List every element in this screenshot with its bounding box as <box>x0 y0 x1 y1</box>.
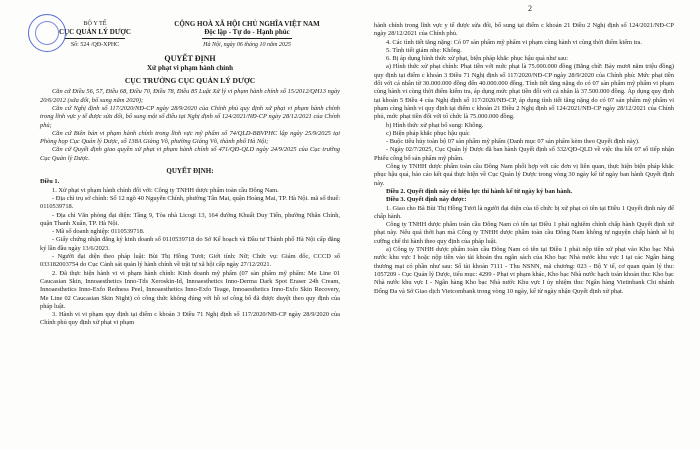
issuer-block <box>40 20 150 49</box>
ministry-name: BỘ Y TẾ <box>83 20 107 27</box>
article-1-heading: Điều 1. <box>40 178 60 186</box>
header-rule-right <box>202 38 292 39</box>
body-paragraph: - Địa chỉ Văn phòng đại diện: Tầng 9, Tòa nhà Licogi 13, 164 đường Khuất Duy Tiến, phường Nhân Chính, quận Thanh Xuân, TP. Hà Nội. <box>40 211 340 227</box>
decision-title: QUYẾT ĐỊNH <box>164 54 216 64</box>
body-paragraph: Công ty TNHH dược phẩm toàn cầu Đông Nam phối hợp với các đơn vị liên quan, thực hiện biện pháp khắc phục hậu quả, báo cáo kết quả thực hiện về Cục Quản lý Dược trong vòng 30 ngày kể từ ngày ban hành Quyết định này. <box>374 163 674 187</box>
body-paragraph: 1. Xử phạt vi phạm hành chính đối với: Công ty TNHH dược phẩm toàn cầu Đông Nam. <box>52 186 279 194</box>
body-paragraph: a) Công ty TNHH dược phẩm toàn cầu Đông Nam có tên tại Điều 1 phải nộp tiền xử phạt vào Kho bạc Nhà nước khu vực I hoặc nộp tiền vào tài khoản thu ngân sách của Kho bạc Nhà nước khu vực I tại các Ngân hàng thương mại có phần như sau: Số tài khoản 7111 - Thu NSNN, mã chương: 023 - Bộ Y tế, cơ quan quản lý thu: 1057209 - Cục Quản lý Dược, tiểu mục: 4299 - Phạt vi phạm khác, Kho bạc Nhà nước hạch toán khoản thu: Kho bạc Nhà nước khu vực I - Ngân hàng Kho bạc Nhà nước Khu vực I ủy nhiệm thu: Ngân hàng Vietinbank Chi nhánh Đống Đa và Sở Giao dịch Vietcombank trong vòng 10 ngày, kể từ ngày nhận Quyết định xử phạt. <box>374 246 674 295</box>
body-paragraph: Công ty TNHH dược phẩm toàn cầu Đông Nam có tên tại Điều 1 phải nghiêm chỉnh chấp hành Quyết định xử phạt này. Nếu quá thời hạn mà Công ty TNHH dược phẩm toàn cầu Đông Nam không tự nguyện chấp hành sẽ bị cưỡng chế thi hành theo quy định của pháp luật. <box>374 221 674 245</box>
national-motto: Độc lập - Tự do - Hạnh phúc <box>204 28 290 37</box>
header-rule-left <box>65 38 125 39</box>
body-paragraph: c) Biện pháp khắc phục hậu quả: <box>386 129 470 137</box>
document-header <box>40 20 340 49</box>
legal-basis: Căn cứ Quyết định giao quyền xử phạt vi phạm hành chính số 471/QĐ-QLD ngày 24/9/2025 của Cục trưởng Cục Quản lý Dược. <box>40 146 340 162</box>
body-paragraph: - Địa chỉ trụ sở chính: Số 12 ngõ 40 Nguyễn Chính, phường Tân Mai, quận Hoàng Mai, TP. Hà Nội. mã số thuế: 0110539718. <box>40 194 340 211</box>
body-paragraph: - Buộc tiêu hủy toàn bộ 07 sản phẩm mỹ phẩm (Danh mục 07 sản phẩm kèm theo Quyết định này). <box>386 138 640 146</box>
body-paragraph: 3. Hành vi vi phạm quy định tại điểm c khoản 3 Điều 71 Nghị định số 117/2020/NĐ-CP ngày 28/9/2020 của Chính phủ quy định xử phạt vi phạm <box>40 311 340 327</box>
reference-number: Số: 524 /QĐ-XPHC <box>70 42 120 49</box>
body-paragraph: 4. Các tình tiết tăng nặng: Có 07 sản phẩm mỹ phẩm vi phạm cùng hành vi cùng thời điểm kiểm tra. <box>386 38 642 46</box>
body-paragraph: - Mã số doanh nghiệp: 0110539718. <box>52 228 145 236</box>
body-paragraph: 2. Đã thực hiện hành vi vi phạm hành chính: Kinh doanh mỹ phẩm (07 sản phẩm mỹ phẩm: Me Line 01 Caucasian Skin, Innoaesthetics Inno-Tds Xeroskin-Id, Innoaesthetics Inno-Derma Dark Spot Eraser 24h Cream, Innoaesthetics Inno-Exfo Redness Peel, Innoaesthetics Inno-Exfo Teage, Innoaesthetics Inno-Exfo Skin Recovery, Me Line 02 Caucasian Skin Night) có công thức không đúng với hồ sơ công bố đã được duyệt theo quy định của pháp luật. <box>40 269 340 310</box>
body-paragraph: 6. Bị áp dụng hình thức xử phạt, biện pháp khắc phục hậu quả như sau: <box>386 55 569 63</box>
article-2: Điều 2. Quyết định này có hiệu lực thi hành kể từ ngày ký ban hành. <box>386 187 573 195</box>
official-seal <box>28 14 66 52</box>
agency-name: CỤC QUẢN LÝ DƯỢC <box>59 28 131 37</box>
left-column <box>40 20 340 328</box>
legal-basis: Căn cứ Nghị định số 117/2020/NĐ-CP ngày 28/9/2020 của Chính phủ quy định xử phạt vi phạm hành chính trong lĩnh vực y tế được sửa đổi, bổ sung một số điều tại Nghị định số 124/2021/NĐ-CP ngày 28/12/2021 của Chính phủ; <box>40 104 340 129</box>
issuing-authority: CỤC TRƯỞNG CỤC QUẢN LÝ DƯỢC <box>124 76 256 86</box>
nation-block <box>154 20 340 49</box>
body-paragraph: hành chính trong lĩnh vực y tế được sửa đổi, bổ sung tại điểm c khoản 21 Điều 2 Nghị định số 124/2021/NĐ-CP ngày 28/12/2021 của Chính phủ. <box>374 22 674 38</box>
body-paragraph: b) Hình thức xử phạt bổ sung: Không. <box>386 121 484 129</box>
legal-basis: Căn cứ Điều 56, 57, Điều 68, Điều 70, Điều 78, Điều 85 Luật Xử lý vi phạm hành chính số 15/2012/QH13 ngày 20/6/2012 (sửa đổi, bổ sung năm 2020); <box>40 88 340 104</box>
body-paragraph: 1. Giao cho Bà Bùi Thị Hồng Tươi là người đại diện của tổ chức bị xử phạt có tên tại Điều 1 Quyết định này để chấp hành. <box>374 204 674 220</box>
body-paragraph: a) Hình thức xử phạt chính: Phạt tiền với mức phạt là 75.000.000 đồng (Bằng chữ: Bảy mươi năm triệu đồng) quy định tại điểm c khoản 3 Điều 71 Nghị định số 117/2020/NĐ-CP ngày 28/9/2020 của Chính phủ: Mức phạt tiền đối với cá nhân từ 30.000.000 đồng đến 40.000.000 đồng. Tính tiết tăng nặng do có 07 sản phẩm mỹ phẩm vi phạm cùng hành vi cùng thời điểm kiểm tra, áp dụng mức phạt tiền đối với cá nhân là 37.500.000 đồng. Áp dụng quy định tại khoản 5 Điều 4 của Nghị định số 117/2020/NĐ-CP, áp dụng tình tiết tăng nặng do có 07 sản phẩm mỹ phẩm vi phạm cùng hành vi quy định tại điểm c khoản 21 Điều 2 Nghị định số 124/2021/NĐ-CP ngày 28/12/2021 của Chính phủ, mức phạt tiền đối với tổ chức là 75.000.000 đồng. <box>374 63 674 121</box>
section-heading: QUYẾT ĐỊNH: <box>166 167 214 176</box>
body-paragraph: 5. Tình tiết giảm nhẹ: Không. <box>386 46 462 54</box>
body-paragraph: - Người đại diện theo pháp luật: Bùi Thị Hồng Tươi; Giới tính: Nữ; Chức vụ: Giám đốc, CCCD số 033182003754 do Cục Cảnh sát quản lý hành chính về trật tự xã hội cấp ngày 27/12/2021. <box>40 253 340 269</box>
body-paragraph: - Ngày 02/7/2025, Cục Quản lý Dược đã ban hành Quyết định số 332/QĐ-QLD về việc thu hồi 07 số tiếp nhận Phiếu công bố sản phẩm mỹ phẩm. <box>374 146 674 162</box>
nation-name: CỘNG HOÀ XÃ HỘI CHỦ NGHĨA VIỆT NAM <box>174 20 320 28</box>
place-date: Hà Nội, ngày 06 tháng 10 năm 2025 <box>203 42 291 49</box>
right-column <box>374 22 674 296</box>
page-number: 2 <box>528 4 532 13</box>
legal-basis: Căn cứ Biên bản vi phạm hành chính trong lĩnh vực mỹ phẩm số 74/QLD-BBVPHC lập ngày 25/9/2025 tại Phòng họp Cục Quản lý Dược, số 138A Giảng Võ, phường Giảng Võ, thành phố Hà Nội; <box>40 129 340 146</box>
body-paragraph: - Giấy chứng nhận đăng ký kinh doanh số 0110539718 do Sở Kế hoạch và Đầu tư Thành phố Hà Nội cấp đăng ký lần đầu ngày 13/6/2023. <box>40 236 340 252</box>
decision-subtitle: Xử phạt vi phạm hành chính <box>146 63 234 72</box>
article-3-heading: Điều 3. Quyết định này được: <box>386 196 467 204</box>
